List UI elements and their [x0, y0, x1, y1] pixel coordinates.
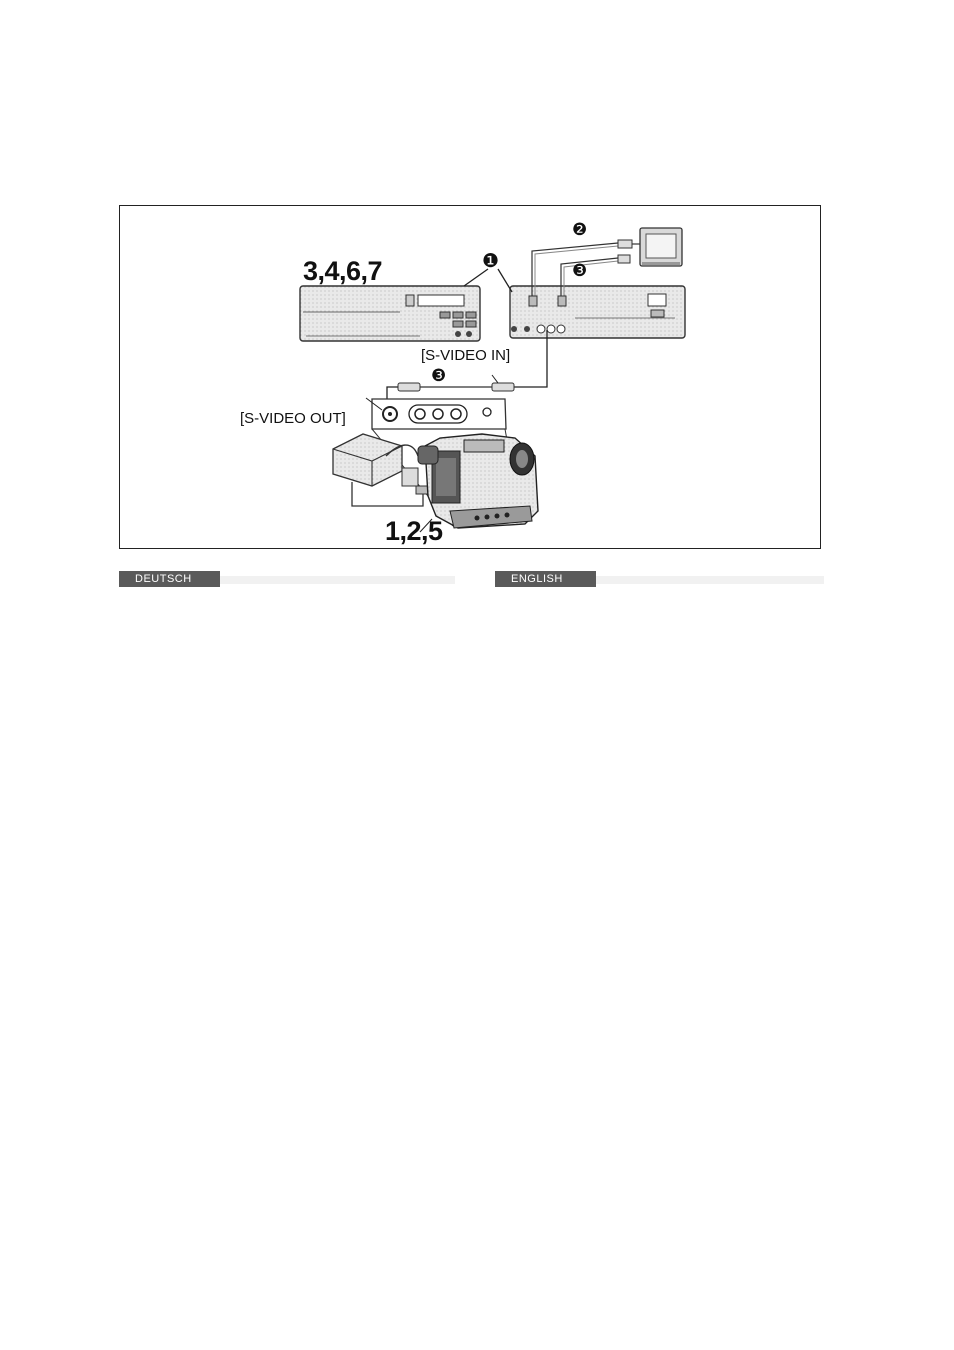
language-tab-deutsch: DEUTSCH	[119, 571, 220, 587]
callout-3-svideo: ❸	[431, 366, 447, 385]
recording-vcr-icon	[510, 286, 685, 338]
tv-monitor-icon	[640, 228, 682, 266]
connection-diagram	[120, 206, 822, 550]
recorder-steps-label: 3,4,6,7	[303, 256, 383, 286]
ac-adaptor-icon	[333, 434, 430, 506]
s-video-out-label: [S-VIDEO OUT]	[240, 410, 346, 427]
language-rule-right	[596, 576, 824, 584]
camera-steps-label: 1,2,5	[385, 516, 443, 546]
callout-2: ❷	[572, 220, 588, 239]
source-vcr-icon	[300, 286, 480, 341]
language-rule-left	[220, 576, 455, 584]
language-tab-english: ENGLISH	[495, 571, 596, 587]
s-video-in-label: [S-VIDEO IN]	[421, 347, 511, 364]
callout-3-av: ❸	[572, 261, 588, 280]
connection-diagram-frame	[119, 205, 821, 549]
callout-1: ❶	[482, 251, 500, 272]
